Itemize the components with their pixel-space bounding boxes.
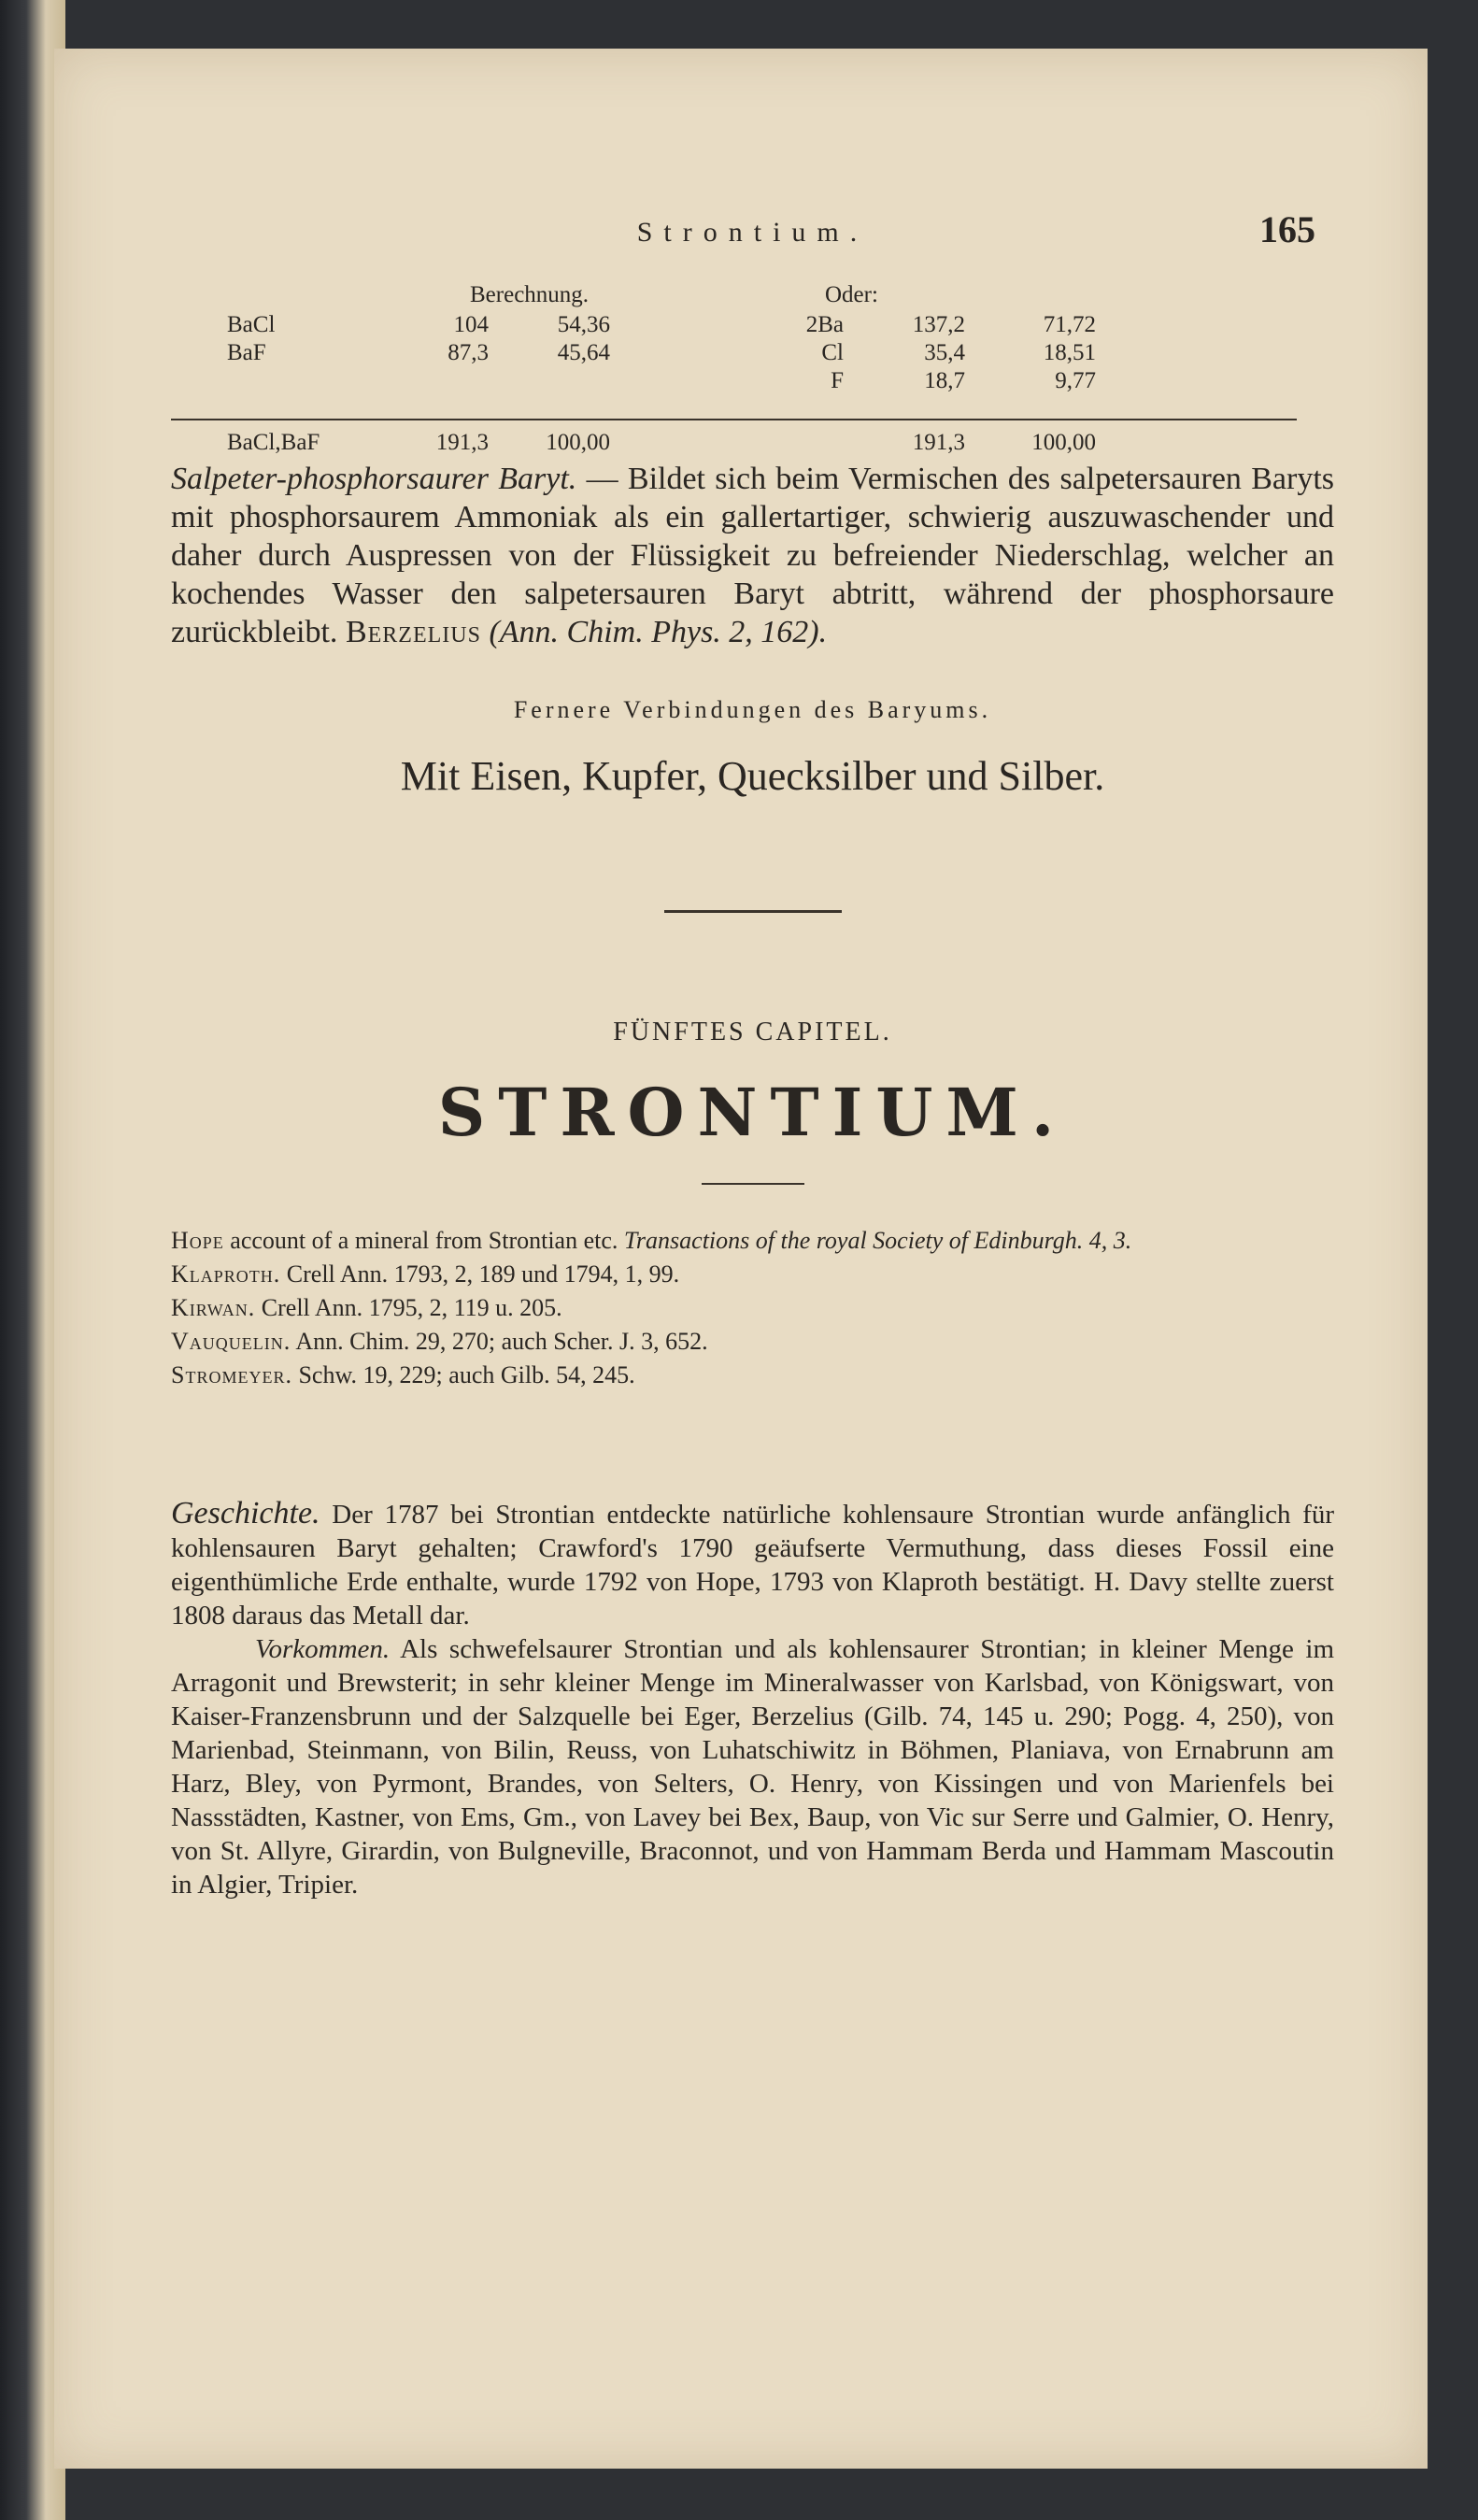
calculation-table bbox=[171, 282, 1334, 460]
salpeter-citation: (Ann. Chim. Phys. 2, 162). bbox=[489, 615, 828, 649]
running-head bbox=[171, 207, 1334, 263]
calc-header-right: Oder: bbox=[825, 282, 878, 307]
section-subheading: Mit Eisen, Kupfer, Quecksilber und Silber. bbox=[400, 753, 1105, 799]
reference-text: Schw. 19, 229; auch Gilb. 54, 245. bbox=[298, 1361, 635, 1388]
chapter-rule bbox=[702, 1183, 804, 1185]
calc-left-value: 104 bbox=[453, 312, 489, 337]
calc-header-left: Berechnung. bbox=[470, 282, 590, 307]
reference-source: Transactions of the royal Society of Edinburgh. 4, 3. bbox=[623, 1227, 1132, 1254]
page-content bbox=[171, 207, 1334, 1901]
calc-sum-left-value: 191,3 bbox=[435, 430, 489, 455]
calc-sum-right-percent: 100,00 bbox=[1031, 430, 1096, 455]
section-heading-fernere: Fernere Verbindungen des Baryums. bbox=[513, 696, 992, 723]
calc-right-percent: 9,77 bbox=[1055, 368, 1096, 393]
running-title: Strontium. bbox=[636, 217, 869, 248]
calc-left-label: BaF bbox=[227, 340, 266, 365]
calc-sum-left-percent: 100,00 bbox=[546, 430, 610, 455]
calc-left-percent: 54,36 bbox=[557, 312, 610, 337]
sum-rule bbox=[171, 419, 1297, 420]
geschichte-text: Der 1787 bei Strontian entdeckte natürliche kohlensaure Strontian wurde anfänglich für kohlensauren Baryt gehalten; Crawford's 1790 geäufserte Vermuthung, dass dieses Fossil eine eigenthümliche Erde enthalte, wurde 1792 von Hope, 1793 von Klaproth bestätigt. H. Davy stellte zuerst 1808 daraus das Metall dar. bbox=[171, 1500, 1334, 1630]
reference-author: Vauquelin. bbox=[171, 1328, 291, 1355]
reference-text: account of a mineral from Strontian etc. bbox=[230, 1227, 618, 1254]
vorkommen-label: Vorkommen. bbox=[255, 1634, 391, 1664]
calc-left-percent: 45,64 bbox=[557, 340, 610, 365]
reference-author: Stromeyer. bbox=[171, 1361, 292, 1388]
chapter-label: FÜNFTES CAPITEL. bbox=[613, 1018, 892, 1046]
calc-right-value: 137,2 bbox=[912, 312, 965, 337]
reference-text: Crell Ann. 1795, 2, 119 u. 205. bbox=[261, 1294, 562, 1321]
salpeter-paragraph bbox=[171, 460, 1334, 651]
calc-right-percent: 71,72 bbox=[1043, 312, 1096, 337]
calc-right-value: 35,4 bbox=[924, 340, 965, 365]
calc-right-label: F bbox=[831, 368, 844, 393]
reference-text: Ann. Chim. 29, 270; auch Scher. J. 3, 652. bbox=[295, 1328, 708, 1355]
calc-sum-right-value: 191,3 bbox=[912, 430, 965, 455]
reference-author: Hope bbox=[171, 1227, 224, 1254]
book-page bbox=[54, 49, 1428, 2469]
page-number: 165 bbox=[1259, 208, 1315, 250]
reference-item bbox=[171, 1359, 1334, 1392]
reference-author: Klaproth. bbox=[171, 1260, 281, 1288]
reference-item bbox=[171, 1224, 1334, 1258]
salpeter-text: — Bildet sich beim Vermischen des salpetersauren Baryts mit phosphorsaurem Ammoniak als ein gallertartiger, schwierig auszuwaschender und daher durch Auspressen von der Flüssigkeit zu befreiender Niederschlag, welcher an kochendes Wasser den salpetersauren Baryt abtritt, während der phosphorsaure zurückbleibt. bbox=[171, 462, 1335, 649]
reference-author: Kirwan. bbox=[171, 1294, 256, 1321]
history-section bbox=[171, 1497, 1334, 1901]
calc-sum-label: BaCl,BaF bbox=[227, 430, 320, 455]
calc-right-label: Cl bbox=[821, 340, 844, 365]
calc-right-value: 18,7 bbox=[924, 368, 965, 393]
vorkommen-text: Als schwefelsaurer Strontian und als kohlensaurer Strontian; in kleiner Menge im Arragonit und Brewsterit; in sehr kleiner Menge im Mineralwasser von Karlsbad, von Königswart, von Kaiser-Franzensbrunn und der Salzquelle bei Eger, Berzelius (Gilb. 74, 145 u. 290; Pogg. 4, 250), von Marienbad, Steinmann, von Bilin, Reuss, von Luhatschiwitz in Böhmen, Planiava, von Ernabrunn am Harz, Bley, von Pyrmont, Brandes, von Selters, O. Henry, von Kissingen und von Marienfels bei Nassstädten, Kastner, von Ems, Gm., von Lavey bei Bex, Baup, von Vic sur Serre und Galmier, O. Henry, von St. Allyre, Girardin, von Bulgneville, Braconnot, und von Hammam Berda und Hammam Mascoutin in Algier, Tripier. bbox=[171, 1634, 1334, 1900]
calc-right-percent: 18,51 bbox=[1043, 340, 1096, 365]
reference-item bbox=[171, 1258, 1334, 1291]
geschichte-paragraph bbox=[171, 1497, 1334, 1632]
reference-text: Crell Ann. 1793, 2, 189 und 1794, 1, 99. bbox=[286, 1260, 680, 1288]
salpeter-author: Berzelius bbox=[345, 615, 481, 649]
reference-list bbox=[171, 1224, 1334, 1392]
salpeter-title: Salpeter-phosphorsaurer Baryt. bbox=[171, 462, 577, 496]
calc-right-label: 2Ba bbox=[805, 312, 844, 337]
calc-left-label: BaCl bbox=[227, 312, 276, 337]
vorkommen-paragraph bbox=[171, 1632, 1334, 1901]
separator-rule bbox=[664, 910, 842, 913]
reference-item bbox=[171, 1291, 1334, 1325]
geschichte-label: Geschichte. bbox=[171, 1496, 320, 1531]
chapter-title: STRONTIUM. bbox=[437, 1074, 1068, 1151]
calc-left-value: 87,3 bbox=[448, 340, 489, 365]
reference-item bbox=[171, 1325, 1334, 1359]
